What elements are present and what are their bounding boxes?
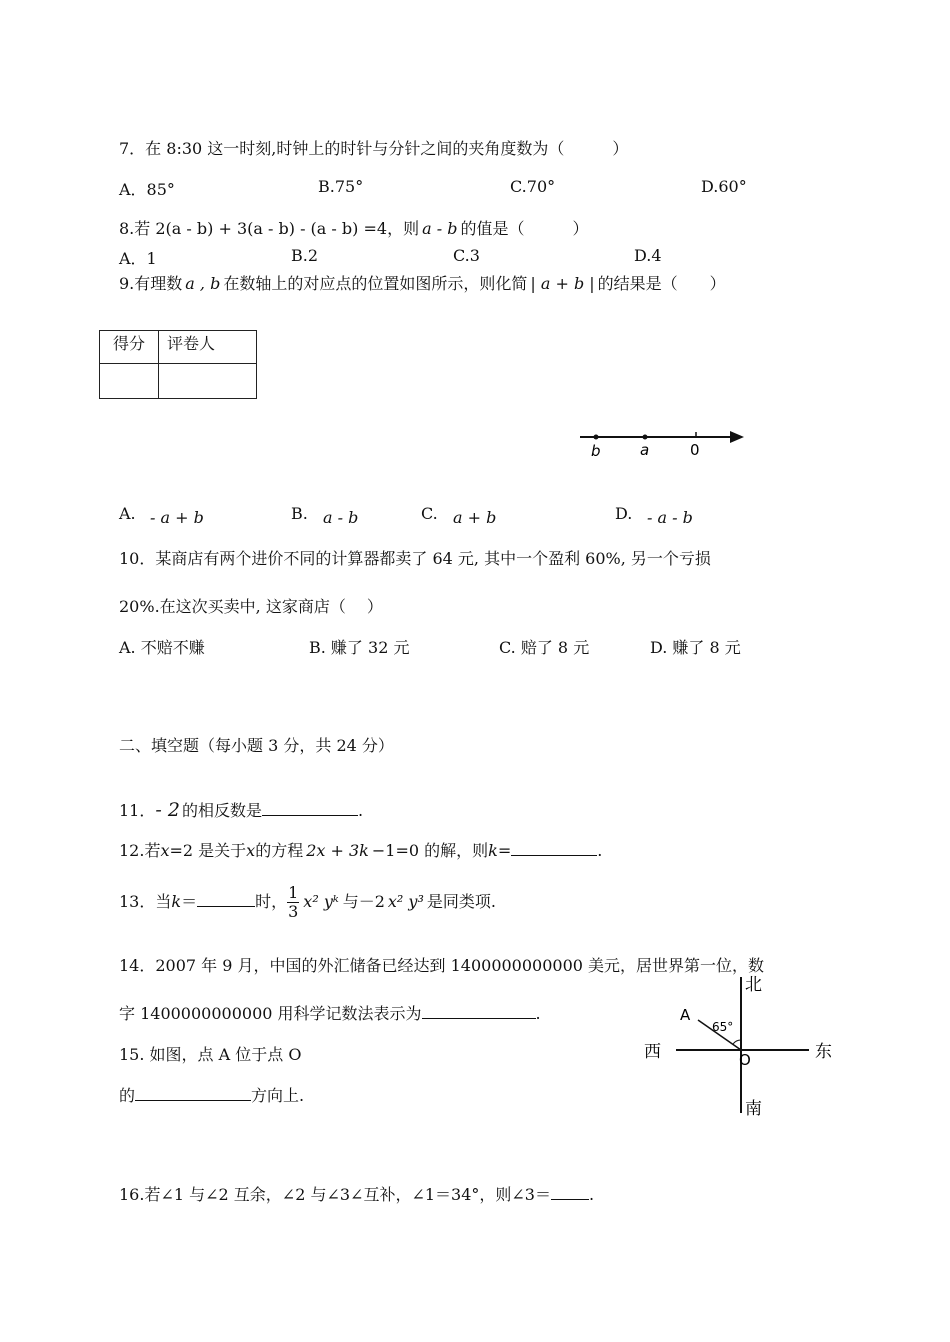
q11-end: .: [357, 801, 364, 820]
grade-grader-cell[interactable]: [159, 364, 257, 399]
q12: [119, 838, 602, 861]
q11-prefix: 11．: [119, 801, 156, 820]
section2-title: 二、填空题（每小题 3 分，共 24 分）: [119, 736, 394, 755]
q15-line1: 15. 如图，点 A 位于点 O: [119, 1045, 302, 1064]
q9-option-c: a + b: [453, 508, 497, 527]
q12-text-a: 12.若: [119, 841, 161, 860]
q13-frac-num: 1: [288, 883, 299, 902]
q12-text-c: 的方程: [255, 841, 304, 860]
q12-text-e: =: [497, 841, 512, 860]
q7-stem: 7．在 8:30 这一时刻,时钟上的时针与分针之间的夹角度数为（ ）: [119, 139, 629, 158]
label-west: 西: [644, 1042, 661, 1062]
q12-end: .: [597, 841, 603, 860]
q8-suffix: 的值是（ ）: [460, 219, 589, 238]
q9-option-d: - a - b: [647, 508, 693, 527]
q10-option-a: A. 不赔不赚: [119, 638, 205, 657]
q9-option-b-letter: B.: [291, 504, 308, 523]
q10-option-c: C. 赔了 8 元: [499, 638, 590, 657]
q8-option-d: D.4: [634, 246, 662, 265]
number-line-figure: [576, 425, 748, 461]
q13-text-e: 是同类项.: [426, 892, 496, 911]
label-north: 北: [745, 975, 762, 995]
q11-expr: - 2: [155, 799, 180, 821]
q9-part1: 9.有理数: [119, 274, 183, 293]
q8-option-a: A．1: [119, 249, 157, 268]
compass-figure: [638, 973, 838, 1121]
q12-equation: 2x + 3k: [306, 841, 369, 860]
point-b-dot: [594, 435, 599, 440]
q15-answer-blank[interactable]: [135, 1086, 251, 1101]
grade-box: [99, 330, 257, 399]
q9-option-d-letter: D.: [615, 504, 633, 523]
q10-option-d: D. 赚了 8 元: [650, 638, 741, 657]
q15-line2-b: 方向上.: [251, 1086, 305, 1105]
q12-answer-blank[interactable]: [511, 841, 597, 856]
label-b: b: [591, 442, 601, 460]
q13-monomial2: x² y³: [387, 892, 424, 911]
q12-text-b: =2 是关于: [169, 841, 247, 860]
q12-var-k: k: [488, 841, 498, 860]
q9-vars: a , b: [185, 274, 221, 293]
q13-text-a: 13．当: [119, 892, 172, 911]
q8-stem: [119, 216, 588, 239]
grade-grader-label: 评卷人: [159, 331, 257, 364]
q8-expr: a - b: [422, 219, 458, 238]
grade-score-label: 得分: [100, 331, 159, 364]
q11-answer-blank[interactable]: [262, 801, 358, 816]
q7-option-b: B.75°: [318, 177, 364, 196]
angle-arc: [733, 1040, 741, 1044]
q14-end: .: [535, 1004, 541, 1023]
q9-option-a-letter: A.: [119, 504, 136, 523]
q13-var-k: k: [171, 892, 182, 911]
q16-answer-blank[interactable]: [551, 1185, 589, 1200]
q9-option-b: a - b: [323, 508, 359, 527]
q9-abs-expr: | a + b |: [530, 274, 595, 293]
label-zero: 0: [690, 441, 700, 459]
q13-text-b: ＝: [181, 892, 198, 911]
q9-part2: 在数轴上的对应点的位置如图所示，则化简: [223, 274, 528, 293]
q10-line2: 20%.在这次买卖中, 这家商店（ ）: [119, 597, 383, 616]
grade-score-cell[interactable]: [100, 364, 159, 399]
q8-prefix: 8.若 2(a - b) + 3(a - b) - (a - b) =4，则: [119, 219, 420, 238]
q7-option-d: D.60°: [701, 177, 747, 196]
number-line-arrow: [730, 431, 744, 443]
q13: [119, 884, 496, 921]
q13-answer-blank[interactable]: [197, 892, 255, 907]
label-angle: 65°: [712, 1020, 734, 1034]
q14-line2: [119, 1001, 541, 1024]
q10-line1: 10．某商店有两个进价不同的计算器都卖了 64 元, 其中一个盈利 60%, 另一个亏损: [119, 549, 711, 568]
q12-var-x: x: [160, 841, 170, 860]
label-origin: O: [739, 1051, 751, 1069]
q15-line2-a: 的: [119, 1086, 136, 1105]
label-south: 南: [745, 1099, 762, 1119]
q12-var-x2: x: [246, 841, 256, 860]
q11-suffix: 的相反数是: [181, 801, 262, 820]
q10-option-b: B. 赚了 32 元: [309, 638, 410, 657]
q9-option-a: - a + b: [150, 508, 204, 527]
q14-answer-blank[interactable]: [422, 1004, 536, 1019]
q8-option-c: C.3: [453, 246, 480, 265]
point-a-dot: [643, 435, 648, 440]
q16-text: 16.若∠1 与∠2 互余，∠2 与∠3∠互补，∠1＝34°，则∠3＝: [119, 1185, 551, 1204]
q9-part3: 的结果是（ ）: [597, 274, 726, 293]
q9-stem: [119, 271, 726, 294]
label-point-a: A: [680, 1006, 691, 1024]
q15-line2: [119, 1083, 304, 1106]
label-a: a: [640, 441, 650, 459]
q16-end: .: [589, 1185, 595, 1204]
q13-text-d: 与－2: [342, 892, 385, 911]
q16: [119, 1182, 594, 1205]
q9-option-c-letter: C.: [421, 504, 438, 523]
q14-line1: 14．2007 年 9 月，中国的外汇储备已经达到 1400000000000 美元，居世界第一位，数: [119, 956, 765, 975]
q12-text-d: −1=0 的解，则: [371, 841, 489, 860]
q7-option-a: A．85°: [119, 180, 175, 199]
label-east: 东: [815, 1042, 832, 1062]
q7-option-c: C.70°: [510, 177, 556, 196]
q8-option-b: B.2: [291, 246, 319, 265]
q13-frac-den: 3: [288, 902, 299, 921]
q11: [119, 798, 363, 821]
q14-line2-text: 字 1400000000000 用科学记数法表示为: [119, 1004, 422, 1023]
q13-text-c: 时，: [255, 892, 288, 911]
q13-monomial1: x² yᵏ: [303, 892, 339, 911]
q13-fraction: [287, 884, 299, 921]
